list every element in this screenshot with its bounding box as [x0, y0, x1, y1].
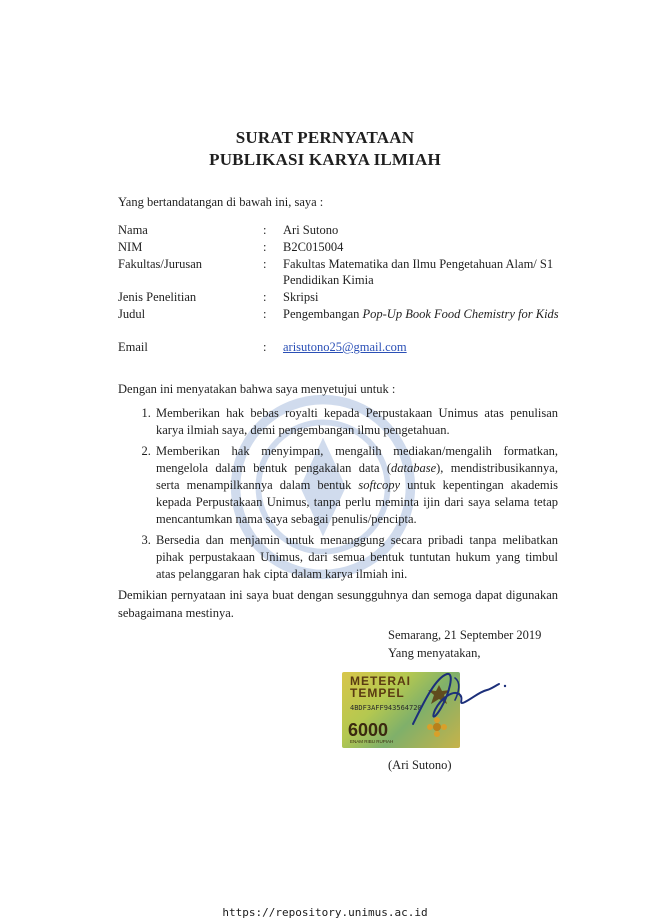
stamp-nominal: 6000 — [348, 720, 389, 740]
field-row-nim — [118, 239, 568, 255]
field-label: Fakultas/Jurusan — [118, 257, 203, 271]
agreement-item-text-c: untuk kepentingan akademis kepada Perpustakaan Unimus, tanpa perlu meminta ijin dari saya selama tetap mencantumkan nama saya sebagai penulis/pencipta. — [156, 478, 558, 526]
field-separator: : — [263, 340, 267, 354]
field-value: Fakultas Matematika dan Ilmu Pengetahuan Alam/ S1 Pendidikan Kimia — [283, 257, 554, 287]
field-row-judul — [118, 306, 568, 338]
field-value: Ari Sutono — [283, 223, 339, 237]
agreement-item — [154, 532, 558, 583]
field-value: Skripsi — [283, 290, 319, 304]
agreement-item-text-a: Memberikan hak menyimpan, mengalih mediakan/mengalih formatkan, mengelola dalam bentuk pengakalan data ( — [156, 444, 558, 475]
field-separator: : — [263, 223, 267, 237]
document-title-line1: SURAT PERNYATAAN — [235, 128, 415, 147]
handwritten-signature — [395, 664, 515, 734]
document-title-line2: PUBLIKASI KARYA ILMIAH — [209, 150, 441, 169]
field-value: B2C015004 — [283, 240, 344, 254]
field-label: NIM — [118, 240, 143, 254]
field-separator: : — [263, 307, 267, 321]
stamp-line1: METERAI — [350, 674, 411, 688]
field-row-jenis-penelitian — [118, 289, 568, 305]
agreement-item-text: Bersedia dan menjamin untuk menanggung secara pribadi tanpa melibatkan pihak perpustakaan Unimus, dari semua bentuk tuntutan hukum yang timbul atas pelanggaran hak cipta dalam karya ilmiah ini. — [156, 533, 558, 581]
judul-italic-title: Pop-Up Book Food Chemistry for Kids — [362, 307, 559, 321]
judul-prefix: Pengembangan — [283, 307, 363, 321]
field-row-fakultas — [118, 256, 568, 288]
field-value — [283, 339, 568, 355]
agreement-item — [154, 443, 558, 528]
agreement-item-italic-a: database — [390, 461, 437, 475]
field-value — [283, 306, 568, 338]
field-separator: : — [263, 240, 267, 254]
place-date: Semarang, 21 September 2019 — [388, 628, 542, 642]
signer-name: (Ari Sutono) — [388, 758, 452, 772]
field-separator: : — [263, 290, 267, 304]
repository-url-footer: https://repository.unimus.ac.id — [222, 906, 428, 919]
stamp-nominal-text: ENAM RIBU RUPIAH — [350, 739, 394, 744]
agreement-list — [118, 405, 558, 587]
sayer-label: Yang menyatakan, — [388, 646, 481, 660]
field-separator: : — [263, 257, 267, 271]
field-label: Nama — [118, 223, 148, 237]
agreement-item-text-b: ), mendistribusikannya, serta menampilkannya dalam bentuk — [156, 461, 558, 492]
agreement-item — [154, 405, 558, 439]
intro-text: Yang bertandatangan di bawah ini, saya : — [118, 195, 324, 209]
field-label: Email — [118, 340, 148, 354]
agreement-item-italic-b: softcopy — [358, 478, 401, 492]
closing-paragraph: Demikian pernyataan ini saya buat dengan sesungguhnya dan semoga dapat digunakan sebagaimana mestinya. — [118, 588, 558, 620]
statement-text: Dengan ini menyatakan bahwa saya menyetujui untuk : — [118, 382, 396, 396]
identity-fields — [118, 222, 568, 356]
field-row-nama — [118, 222, 568, 238]
field-label: Jenis Penelitian — [118, 290, 197, 304]
stamp-code: 4BDF3AFF943564720 — [350, 704, 422, 712]
field-label: Judul — [118, 307, 146, 321]
agreement-item-text: Memberikan hak bebas royalti kepada Perpustakaan Unimus atas penulisan karya ilmiah saya, demi pengembangan ilmu pengetahuan. — [156, 406, 558, 437]
email-link[interactable]: arisutono25@gmail.com — [283, 340, 407, 354]
field-row-email — [118, 339, 568, 355]
stamp-line2: TEMPEL — [350, 686, 405, 700]
